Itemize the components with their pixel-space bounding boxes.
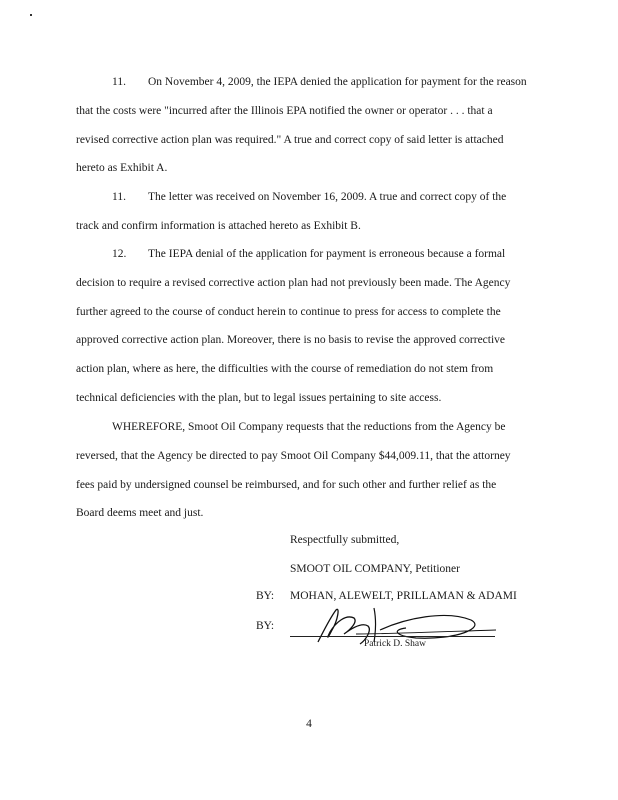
paragraph-line: WHEREFORE, Smoot Oil Company requests that the reductions from the Agency be <box>112 421 506 433</box>
signature-line <box>290 636 495 637</box>
by-label: BY: <box>256 590 275 602</box>
paragraph-line: technical deficiencies with the plan, but to legal issues pertaining to site access. <box>76 391 442 404</box>
law-firm-name: MOHAN, ALEWELT, PRILLAMAN & ADAMI <box>290 590 517 602</box>
paragraph-line: fees paid by undersigned counsel be reimbursed, and for such other and further relief as the <box>76 478 497 491</box>
paragraph-line: 11. On November 4, 2009, the IEPA denied the application for payment for the reason <box>76 68 536 97</box>
paragraph-line: reversed, that the Agency be directed to pay Smoot Oil Company $44,009.11, that the attorney <box>76 449 511 462</box>
paragraph-line: decision to require a revised corrective action plan had not previously been made. The Agency <box>76 276 511 289</box>
paragraph-line: further agreed to the course of conduct herein to continue to press for access to complete the <box>76 305 501 318</box>
paragraph-number: 12. <box>112 248 127 260</box>
paragraph-11-letter-received <box>76 183 536 241</box>
paragraph-12-erroneous-denial <box>76 240 536 413</box>
paragraph-line: that the costs were "incurred after the Illinois EPA notified the owner or operator . . . that a <box>76 104 493 117</box>
paragraph-line: track and confirm information is attached hereto as Exhibit B. <box>76 219 361 232</box>
petitioner-name: SMOOT OIL COMPANY, Petitioner <box>290 563 460 575</box>
paragraph-line: action plan, where as here, the difficulties with the course of remediation do not stem from <box>76 363 494 376</box>
scan-speck <box>30 14 32 16</box>
paragraph-11-denial <box>76 68 536 183</box>
signer-name: Patrick D. Shaw <box>364 639 427 649</box>
closing-line: Respectfully submitted, <box>290 534 400 546</box>
paragraph-number: 11. <box>112 191 126 203</box>
wherefore-clause <box>76 413 536 528</box>
paragraph-line: revised corrective action plan was required." A true and correct copy of said letter is attached <box>76 133 504 146</box>
paragraph-line: 12. The IEPA denial of the application for payment is erroneous because a formal <box>76 240 536 269</box>
by-label: BY: <box>256 620 275 632</box>
paragraph-line: approved corrective action plan. Moreover, there is no basis to revise the approved corrective <box>76 334 506 347</box>
paragraph-line: Board deems meet and just. <box>76 507 204 520</box>
paragraph-line: hereto as Exhibit A. <box>76 162 168 175</box>
page-number: 4 <box>306 718 312 730</box>
paragraph-number: 11. <box>112 76 126 88</box>
paragraph-line: 11. The letter was received on November 16, 2009. A true and correct copy of the <box>76 183 536 212</box>
